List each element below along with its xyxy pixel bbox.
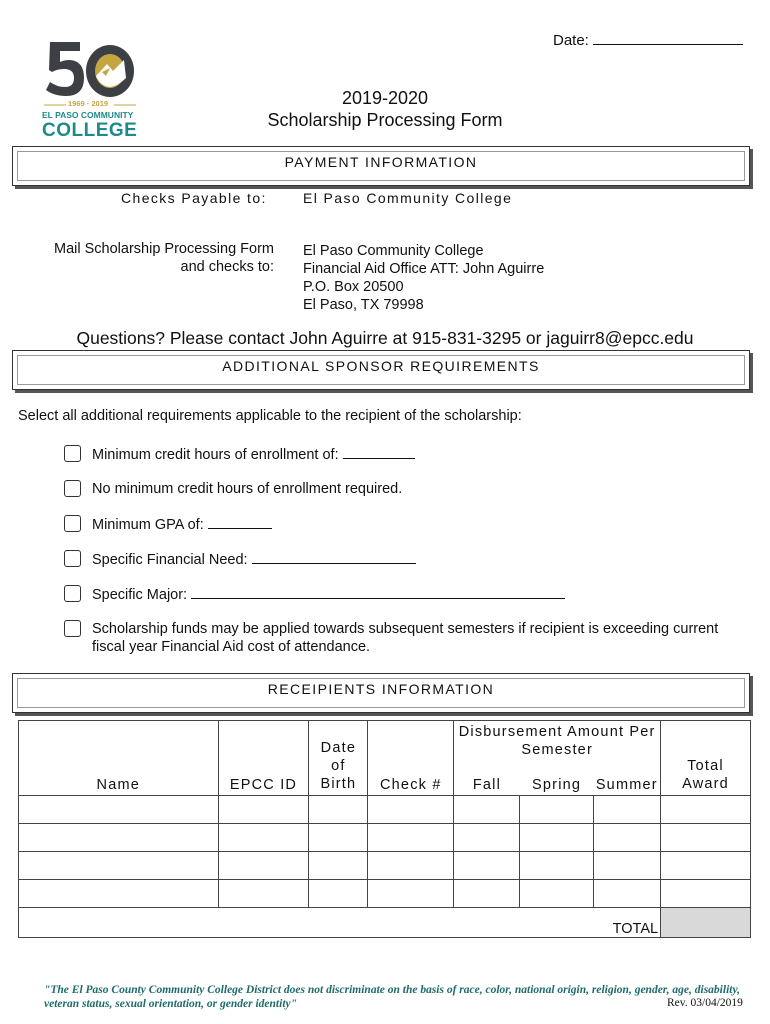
payment-section-title: PAYMENT INFORMATION	[284, 154, 478, 170]
checkbox[interactable]	[64, 515, 81, 532]
total-value-cell[interactable]	[661, 907, 751, 937]
address-line: P.O. Box 20500	[303, 279, 404, 295]
cell-epcc-id[interactable]	[218, 823, 309, 851]
column-header-spring: Spring	[520, 759, 594, 795]
requirement-label-line1: Scholarship funds may be applied towards subsequent semesters if recipient is exceeding current	[92, 621, 719, 637]
cell-spring[interactable]	[520, 823, 594, 851]
revision-date: Rev. 03/04/2019	[667, 997, 743, 1009]
cell-spring[interactable]	[520, 851, 594, 879]
questions-contact: Questions? Please contact John Aguirre at 915-831-3295 or jaguirr8@epcc.edu	[76, 328, 694, 348]
logo-line1: EL PASO COMMUNITY	[42, 110, 134, 120]
table-header-row	[19, 721, 751, 760]
column-header-disbursement	[454, 721, 661, 760]
requirement-label: Specific Financial Need:	[92, 552, 248, 568]
requirement-label: Minimum credit hours of enrollment of:	[92, 447, 339, 463]
checkbox[interactable]	[64, 585, 81, 602]
cell-total-award[interactable]	[661, 823, 751, 851]
checkbox[interactable]	[64, 480, 81, 497]
cell-fall[interactable]	[454, 879, 520, 907]
requirement-label: No minimum credit hours of enrollment required.	[92, 481, 403, 497]
requirement-label-line2: fiscal year Financial Aid cost of attendance.	[92, 639, 371, 655]
cell-name[interactable]	[19, 795, 219, 823]
cell-epcc-id[interactable]	[218, 879, 309, 907]
dob-line2: Birth	[320, 775, 357, 792]
sponsor-instruction: Select all additional requirements applicable to the recipient of the scholarship:	[18, 408, 522, 424]
cell-check[interactable]	[368, 795, 454, 823]
sponsor-section-title: ADDITIONAL SPONSOR REQUIREMENTS	[222, 358, 540, 374]
payable-value: El Paso Community College	[303, 190, 513, 206]
recipients-table	[18, 720, 751, 938]
payable-label: Checks Payable to:	[121, 190, 267, 206]
requirement-label: Specific Major:	[92, 587, 188, 603]
cell-check[interactable]	[368, 823, 454, 851]
cell-fall[interactable]	[454, 823, 520, 851]
mail-address	[303, 242, 544, 314]
table-row	[19, 795, 751, 823]
column-header-summer: Summer	[594, 759, 661, 795]
cell-summer[interactable]	[594, 795, 661, 823]
cell-name[interactable]	[19, 879, 219, 907]
total-award-line2: Award	[682, 775, 729, 792]
address-line: Financial Aid Office ATT: John Aguirre	[303, 261, 545, 277]
column-header-total-award	[661, 721, 751, 796]
recipients-section-header	[12, 673, 750, 713]
cell-spring[interactable]	[520, 795, 594, 823]
cell-dob[interactable]	[309, 823, 368, 851]
cell-summer[interactable]	[594, 823, 661, 851]
total-label: TOTAL	[19, 907, 661, 937]
statement-line1: "The El Paso County Community College District does not discriminate on the basis of race, color, national origin, religion, gender, age, disability,	[44, 984, 741, 996]
cell-epcc-id[interactable]	[218, 851, 309, 879]
column-header-fall: Fall	[454, 759, 520, 795]
table-row	[19, 851, 751, 879]
cell-dob[interactable]	[309, 795, 368, 823]
column-header-name: Name	[19, 721, 219, 796]
cell-name[interactable]	[19, 851, 219, 879]
disbursement-line2: Semester	[521, 742, 593, 758]
table-total-row	[19, 907, 751, 937]
logo-line2: COLLEGE	[42, 120, 138, 141]
financial-need-blank[interactable]	[252, 550, 416, 564]
checkbox[interactable]	[64, 620, 81, 637]
cell-dob[interactable]	[309, 879, 368, 907]
cell-check[interactable]	[368, 851, 454, 879]
column-header-dob	[309, 721, 368, 796]
cell-name[interactable]	[19, 823, 219, 851]
cell-check[interactable]	[368, 879, 454, 907]
column-header-check: Check #	[368, 721, 454, 796]
mail-label-line2: and checks to:	[180, 259, 274, 275]
cell-total-award[interactable]	[661, 795, 751, 823]
cell-fall[interactable]	[454, 795, 520, 823]
requirement-label	[92, 620, 718, 656]
payment-section-header	[12, 146, 750, 186]
disbursement-line1: Disbursement Amount Per	[458, 724, 656, 740]
cell-summer[interactable]	[594, 851, 661, 879]
cell-epcc-id[interactable]	[218, 795, 309, 823]
credit-hours-blank[interactable]	[343, 445, 415, 459]
recipients-section-title: RECEIPIENTS INFORMATION	[267, 681, 495, 697]
form-title: Scholarship Processing Form	[267, 110, 503, 130]
address-line: El Paso, TX 79998	[303, 297, 424, 313]
total-award-line1: Total	[687, 757, 724, 774]
cell-spring[interactable]	[520, 879, 594, 907]
statement-line2: veteran status, sexual orientation, or gender identity"	[44, 998, 298, 1010]
checkbox[interactable]	[64, 445, 81, 462]
table-row	[19, 879, 751, 907]
requirement-label: Minimum GPA of:	[92, 517, 204, 533]
date-field	[553, 30, 743, 49]
column-header-epcc-id: EPCC ID	[218, 721, 309, 796]
mail-label-line1: Mail Scholarship Processing Form	[54, 241, 274, 257]
cell-total-award[interactable]	[661, 879, 751, 907]
cell-dob[interactable]	[309, 851, 368, 879]
date-label: Date:	[553, 32, 589, 49]
mail-label	[20, 240, 274, 276]
gpa-blank[interactable]	[208, 515, 272, 529]
checkbox[interactable]	[64, 550, 81, 567]
cell-summer[interactable]	[594, 879, 661, 907]
cell-total-award[interactable]	[661, 851, 751, 879]
major-blank[interactable]	[191, 585, 565, 599]
date-blank[interactable]	[593, 30, 743, 45]
sponsor-section-header	[12, 350, 750, 390]
logo-years: 1969 · 2019	[68, 99, 109, 108]
dob-line1: Date of	[320, 739, 357, 774]
form-year: 2019-2020	[341, 88, 429, 108]
non-discrimination-statement	[44, 983, 744, 1011]
address-line: El Paso Community College	[303, 243, 484, 259]
table-row	[19, 823, 751, 851]
cell-fall[interactable]	[454, 851, 520, 879]
